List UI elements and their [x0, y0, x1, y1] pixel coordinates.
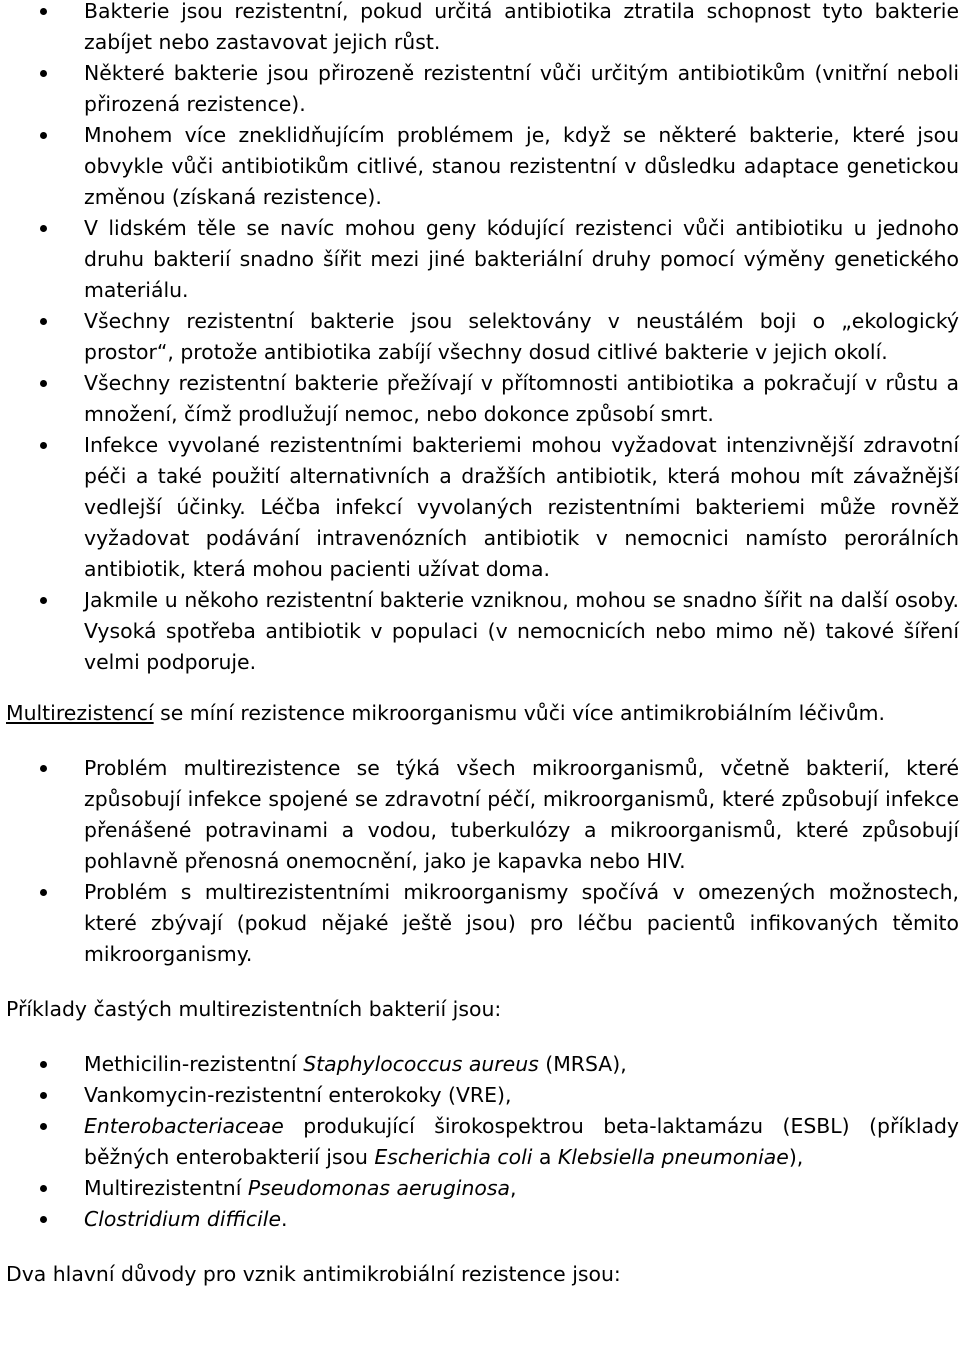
bullet-icon — [40, 70, 47, 77]
list-item-text: Problém s multirezistentními mikroorganismy spočívá v omezených možnostech, které zbývají (pokud nějaké ještě jsou) pro léčbu pacientů infikovaných těmito mikroorganismy. — [84, 880, 959, 966]
list-item — [6, 213, 959, 306]
list-item-text: Infekce vyvolané rezistentními bakteriemi mohou vyžadovat intenzivnější zdravotní péči a také použití alternativních a dražších antibiotik, která mohou mít závažnější vedlejší účinky. Léčba infekcí vyvolaných rezistentními bakteriemi může rovněž vyžadovat podávání intravenózních antibiotik v nemocnici namísto perorálních antibiotik, která mohou pacienti užívat doma. — [84, 433, 959, 581]
list-item-text: . — [281, 1207, 288, 1231]
bullet-icon — [40, 380, 47, 387]
list-item — [6, 585, 959, 678]
bacteria-examples-list — [6, 1049, 959, 1235]
species-name: Klebsiella pneumoniae — [557, 1145, 789, 1169]
final-heading: Dva hlavní důvody pro vznik antimikrobiální rezistence jsou: — [6, 1262, 621, 1286]
list-item — [6, 1111, 959, 1173]
list-item — [6, 1080, 959, 1111]
bullet-icon — [40, 225, 47, 232]
list-item — [6, 430, 959, 585]
list-item — [6, 1173, 959, 1204]
multiresistance-definition — [6, 698, 959, 729]
species-name: Enterobacteriaceae — [84, 1114, 284, 1138]
list-item-text: Multirezistentní — [84, 1176, 248, 1200]
list-item — [6, 1204, 959, 1235]
species-name: Clostridium difficile — [84, 1207, 281, 1231]
bullet-icon — [40, 1061, 47, 1068]
list-item-text: Bakterie jsou rezistentní, pokud určitá antibiotika ztratila schopnost tyto bakterie zabíjet nebo zastavovat jejich růst. — [84, 0, 959, 54]
bullet-icon — [40, 597, 47, 604]
list-item-text: , — [510, 1176, 517, 1200]
bullet-icon — [40, 1092, 47, 1099]
resistance-facts-list — [6, 0, 959, 678]
examples-heading: Příklady častých multirezistentních bakterií jsou: — [6, 997, 502, 1021]
list-item — [6, 58, 959, 120]
definition-text: se míní rezistence mikroorganismu vůči více antimikrobiálním léčivům. — [153, 701, 885, 725]
list-item-text: produkující širokospektrou beta-laktamázu (ESBL) (příklady běžných enterobakterií jsou — [84, 1114, 959, 1169]
bullet-icon — [40, 1216, 47, 1223]
bullet-icon — [40, 132, 47, 139]
list-item-text: Všechny rezistentní bakterie přežívají v přítomnosti antibiotika a pokračují v růstu a množení, čímž prodlužují nemoc, nebo dokonce způsobí smrt. — [84, 371, 959, 426]
list-item-text: Methicilin-rezistentní — [84, 1052, 304, 1076]
multiresistance-list — [6, 753, 959, 970]
bullet-icon — [40, 318, 47, 325]
list-item — [6, 120, 959, 213]
list-item-text: Některé bakterie jsou přirozeně rezistentní vůči určitým antibiotikům (vnitřní neboli přirozená rezistence). — [84, 61, 959, 116]
bullet-icon — [40, 1123, 47, 1130]
list-item-text: Všechny rezistentní bakterie jsou selektovány v neustálém boji o „ekologický prostor“, protože antibiotika zabíjí všechny dosud citlivé bakterie v jejich okolí. — [84, 309, 959, 364]
list-item-text: a — [532, 1145, 558, 1169]
species-name: Staphylococcus aureus — [303, 1052, 539, 1076]
bullet-icon — [40, 889, 47, 896]
document-body — [6, 0, 959, 1290]
bullet-icon — [40, 8, 47, 15]
list-item-text: Problém multirezistence se týká všech mikroorganismů, včetně bakterií, které způsobují infekce spojené se zdravotní péčí, mikroorganismů, které způsobují infekce přenášené potravinami a vodou, tuberkulózy a mikroorganismů, které způsobují pohlavně přenosná onemocnění, jako je kapavka nebo HIV. — [84, 756, 959, 873]
list-item-text: Mnohem více zneklidňujícím problémem je, když se některé bakterie, které jsou obvykle vůči antibiotikům citlivé, stanou rezistentní v důsledku adaptace genetickou změnou (získaná rezistence). — [84, 123, 959, 209]
species-name: Escherichia coli — [374, 1145, 533, 1169]
bullet-icon — [40, 442, 47, 449]
list-item — [6, 0, 959, 58]
list-item-text: Vankomycin-rezistentní enterokoky (VRE), — [84, 1083, 512, 1107]
list-item-text: (MRSA), — [538, 1052, 627, 1076]
list-item — [6, 368, 959, 430]
list-item-text: ), — [788, 1145, 804, 1169]
list-item — [6, 306, 959, 368]
list-item-text: Jakmile u někoho rezistentní bakterie vzniknou, mohou se snadno šířit na další osoby. Vysoká spotřeba antibiotik v populaci (v nemocnicích nebo mimo ně) takové šíření velmi podporuje. — [84, 588, 959, 674]
list-item — [6, 1049, 959, 1080]
species-name: Pseudomonas aeruginosa — [247, 1176, 510, 1200]
term-multirezistence: Multirezistencí — [6, 701, 154, 725]
list-item — [6, 877, 959, 970]
list-item-text: V lidském těle se navíc mohou geny kódující rezistenci vůči antibiotiku u jednoho druhu bakterií snadno šířit mezi jiné bakteriální druhy pomocí výměny genetického materiálu. — [84, 216, 959, 302]
bullet-icon — [40, 765, 47, 772]
bullet-icon — [40, 1185, 47, 1192]
list-item — [6, 753, 959, 877]
